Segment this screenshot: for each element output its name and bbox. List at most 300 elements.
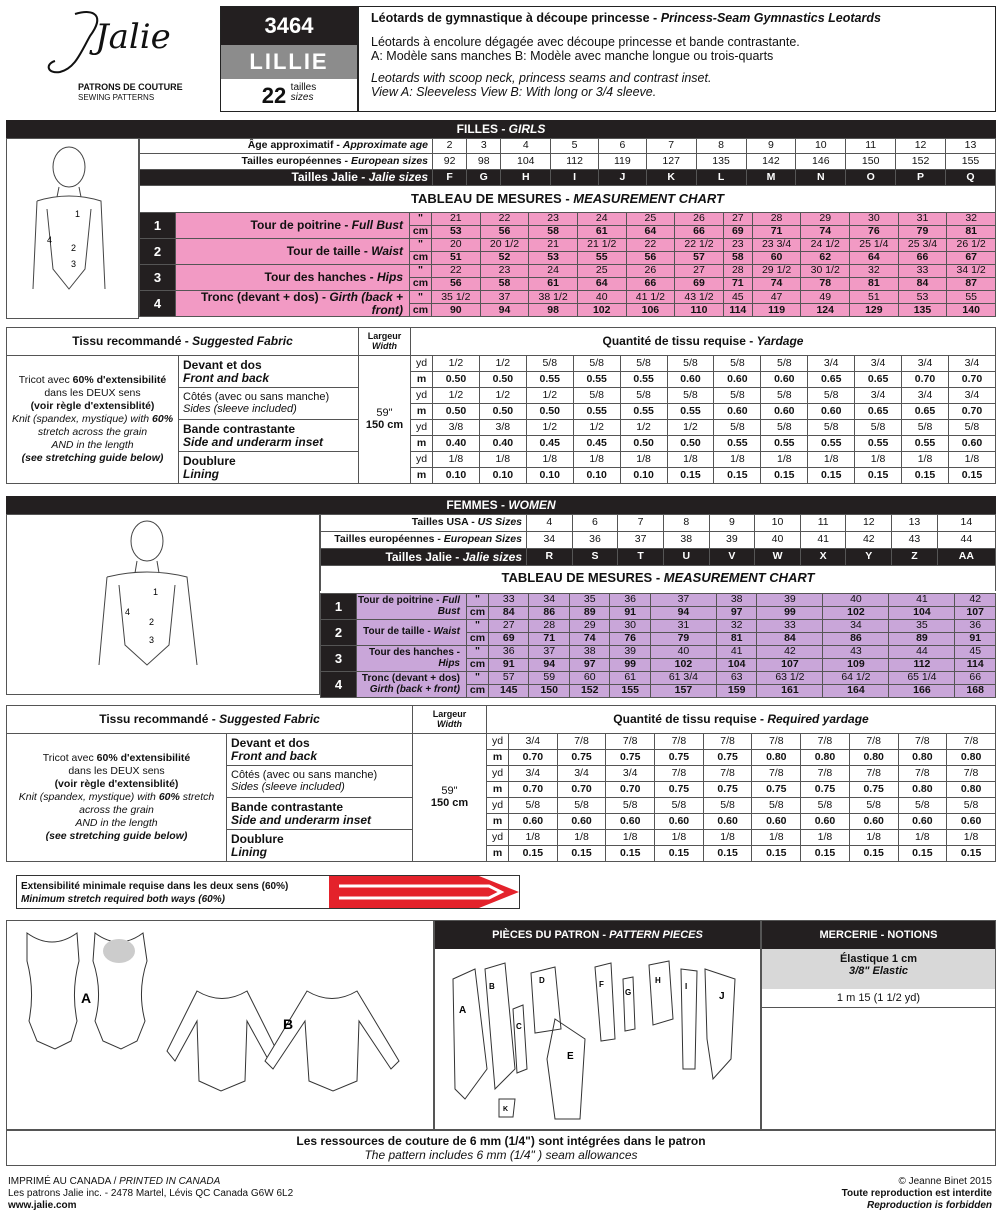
measure-value: 43 (823, 646, 889, 659)
measure-value: 91 (955, 633, 996, 646)
description (358, 6, 996, 112)
measure-value: 43 1/2 (675, 291, 724, 304)
yardage-value: 1/2 (479, 388, 526, 404)
measure-value: 23 (529, 213, 578, 226)
unit-label: m (411, 404, 433, 420)
sizes-fr: tailles (290, 82, 317, 93)
yardage-value: 0.70 (509, 782, 558, 798)
unit-label: yd (411, 452, 433, 468)
notions-head: MERCERIE - NOTIONS (762, 921, 995, 949)
measure-value: 26 1/2 (947, 239, 996, 252)
yardage-value: 1/8 (761, 452, 808, 468)
measure-value: 39 (757, 594, 823, 607)
yardage-value: 1/8 (606, 830, 655, 846)
unit-label: " (467, 620, 489, 633)
yardage-value: 1/8 (433, 452, 480, 468)
fabric-part: Côtés (avec ou sans manche) Sides (sleeve included) (227, 766, 413, 798)
unit-label: cm (467, 685, 489, 698)
fabric-note: Tricot avec 60% d'extensibilité dans les DEUX sens (voir règle d'extensiblité) Knit (spandex, mystique) with 60% stretch across the grain AND in the length (see stretching guide below) (7, 356, 179, 484)
measure-value: 164 (823, 685, 889, 698)
yardage-value: 0.15 (667, 468, 714, 484)
unit-label: " (467, 672, 489, 685)
footer-right (842, 1176, 992, 1212)
web-link[interactable]: www.jalie.com (8, 1200, 77, 1211)
unit-label: m (487, 782, 509, 798)
measure-row (321, 594, 996, 607)
yardage-value: 0.80 (849, 750, 898, 766)
yardage-value: 1/8 (948, 452, 995, 468)
unit-label: cm (467, 607, 489, 620)
yardage-value: 5/8 (620, 388, 667, 404)
unit-label: m (487, 814, 509, 830)
measure-row (140, 213, 996, 226)
yardage-value: 7/8 (849, 734, 898, 750)
yardage-value: 3/8 (433, 420, 480, 436)
us-size-label: Tailles USA - US Sizes (321, 515, 527, 532)
measure-value: 41 (716, 646, 756, 659)
yardage-value: 0.65 (902, 404, 949, 420)
measure-label: Tronc (devant + dos) - Girth (back + front) (176, 291, 410, 317)
measure-value: 22 (432, 265, 481, 278)
measure-value: 47 (752, 291, 801, 304)
yardage-value: 0.80 (801, 750, 850, 766)
yardage-value: 1/2 (620, 420, 667, 436)
yardage-value: 0.65 (808, 372, 855, 388)
measure-value: 112 (889, 659, 955, 672)
view-b-label: B (283, 1016, 294, 1032)
yardage-value: 0.60 (947, 814, 996, 830)
footer-left: IMPRIMÉ AU CANADA / PRINTED IN CANADA Les patrons Jalie inc. - 2478 Martel, Lévis QC Canada G6W 6L2 www.jalie.com (8, 1176, 294, 1211)
unit-label: cm (410, 226, 432, 239)
measure-value: 69 (723, 226, 752, 239)
unit-label: " (410, 239, 432, 252)
yardage-value: 1/8 (855, 452, 902, 468)
measure-label: Tour des hanches - Hips (357, 646, 467, 672)
yardage-value: 1/2 (667, 420, 714, 436)
measure-value: 55 (947, 291, 996, 304)
svg-text:3: 3 (149, 635, 155, 645)
yardage-value: 7/8 (752, 734, 801, 750)
measure-value: 102 (650, 659, 716, 672)
yardage-value: 7/8 (606, 734, 655, 750)
yardage-value: 0.50 (526, 404, 573, 420)
yardage-value: 3/4 (902, 356, 949, 372)
svg-text:G: G (625, 988, 632, 997)
measure-value: 24 1/2 (801, 239, 850, 252)
yardage-value: 7/8 (655, 734, 704, 750)
yardage-value: 0.15 (808, 468, 855, 484)
measure-value: 56 (626, 252, 675, 265)
measure-label: Tour de poitrine - Full Bust (176, 213, 410, 239)
yardage-value: 0.65 (855, 404, 902, 420)
measure-value: 81 (850, 278, 899, 291)
yardage-value: 0.60 (509, 814, 558, 830)
yardage-value: 0.60 (752, 814, 801, 830)
yardage-value: 0.65 (855, 372, 902, 388)
yardage-value: 1/2 (479, 356, 526, 372)
age-label: Âge approximatif - Approximate age (140, 139, 433, 154)
yardage-value: 0.10 (620, 468, 667, 484)
yardage-value: 5/8 (801, 798, 850, 814)
women-figure-sketch (6, 514, 320, 695)
measure-value: 30 (850, 213, 899, 226)
unit-label: cm (467, 633, 489, 646)
fabric-part: Côtés (avec ou sans manche) Sides (sleeve included) (179, 388, 359, 420)
yardage-value: 3/4 (509, 766, 558, 782)
yardage-value: 0.55 (573, 404, 620, 420)
measure-value: 31 (650, 620, 716, 633)
yardage-value: 0.15 (655, 846, 704, 862)
yardage-value: 5/8 (509, 798, 558, 814)
measure-value: 71 (529, 633, 569, 646)
eu-size-label: Tailles européennes - European sizes (140, 154, 433, 170)
yardage-value: 1/8 (808, 452, 855, 468)
yardage-value: 0.15 (761, 468, 808, 484)
unit-label: m (411, 372, 433, 388)
yardage-value: 0.70 (606, 782, 655, 798)
women-eu-size-label: Tailles européennes - European Sizes (321, 532, 527, 549)
yardage-value: 0.15 (509, 846, 558, 862)
yardage-value: 0.15 (714, 468, 761, 484)
yardage-value: 0.70 (509, 750, 558, 766)
yardage-value: 1/8 (801, 830, 850, 846)
yardage-value: 3/4 (557, 766, 606, 782)
measure-value: 74 (801, 226, 850, 239)
measure-value: 34 (529, 594, 569, 607)
width-head: Largeur Width (413, 706, 487, 734)
measure-value: 49 (801, 291, 850, 304)
measure-value: 26 (675, 213, 724, 226)
measure-value: 107 (757, 659, 823, 672)
yardage-value: 0.15 (947, 846, 996, 862)
measure-value: 66 (955, 672, 996, 685)
measure-value: 69 (489, 633, 529, 646)
yardage-value: 0.75 (703, 782, 752, 798)
measure-value: 36 (489, 646, 529, 659)
yardage-value: 5/8 (714, 388, 761, 404)
measure-number: 1 (321, 594, 357, 620)
yardage-value: 3/8 (479, 420, 526, 436)
yardage-value: 0.55 (902, 436, 949, 452)
measure-value: 155 (610, 685, 650, 698)
measure-value: 38 (716, 594, 756, 607)
measure-value: 20 1/2 (480, 239, 529, 252)
measure-value: 94 (650, 607, 716, 620)
yardage-value: 0.60 (557, 814, 606, 830)
measure-value: 25 1/4 (850, 239, 899, 252)
sizes-count-box (221, 79, 357, 111)
yardage-value: 5/8 (667, 388, 714, 404)
measure-value: 29 (569, 620, 609, 633)
measure-value: 84 (489, 607, 529, 620)
woman-figure-icon (7, 515, 319, 694)
jalie-logo-icon (35, 6, 185, 76)
measure-value: 21 (432, 213, 481, 226)
yardage-value: 0.75 (557, 750, 606, 766)
yardage-value: 0.60 (714, 404, 761, 420)
measure-value: 63 1/2 (757, 672, 823, 685)
desc-fr1: Léotards à encolure dégagée avec découpe princesse et bande contrastante. (371, 35, 800, 49)
measure-value: 31 (898, 213, 947, 226)
yardage-value: 0.50 (433, 404, 480, 420)
unit-label: m (487, 750, 509, 766)
measure-value: 66 (626, 278, 675, 291)
seam-note (6, 1130, 996, 1166)
measure-value: 35 1/2 (432, 291, 481, 304)
measure-value: 36 (610, 594, 650, 607)
measure-value: 52 (480, 252, 529, 265)
yardage-value: 1/2 (433, 388, 480, 404)
measure-value: 104 (716, 659, 756, 672)
unit-label: " (467, 646, 489, 659)
measure-value: 94 (480, 304, 529, 317)
yardage-value: 5/8 (947, 798, 996, 814)
yardage-value: 5/8 (714, 420, 761, 436)
yardage-value: 5/8 (573, 388, 620, 404)
unit-label: yd (487, 830, 509, 846)
measure-value: 40 (823, 594, 889, 607)
yardage-value: 1/8 (509, 830, 558, 846)
svg-text:1: 1 (153, 587, 159, 597)
measure-value: 36 (955, 620, 996, 633)
measure-value: 61 (610, 672, 650, 685)
repro-en: Reproduction is forbidden (867, 1200, 992, 1211)
measure-value: 79 (650, 633, 716, 646)
women-size-table: Tailles USA - US Sizes 4 6 7 8 9 10 11 12 13 14 Tailles européennes - European Sizes 34 36 37 38 39 40 41 42 43 44 Tailles Jalie - Jalie sizes R S T U V W X Y Z AA TABLEAU DE MESURES - MEASUREMENT CHART (320, 514, 996, 591)
girls-figure-sketch (6, 138, 139, 319)
measure-value: 23 (723, 239, 752, 252)
measure-value: 81 (716, 633, 756, 646)
measure-value: 32 (850, 265, 899, 278)
measure-value: 69 (675, 278, 724, 291)
yardage-value: 5/8 (667, 356, 714, 372)
measure-value: 106 (626, 304, 675, 317)
measure-row (140, 265, 996, 278)
yardage-value: 7/8 (947, 766, 996, 782)
yardage-value: 0.55 (855, 436, 902, 452)
stretch-en: Minimum stretch required both ways (60%) (21, 894, 225, 905)
measure-value: 99 (610, 659, 650, 672)
yardage-value: 5/8 (761, 388, 808, 404)
address: Les patrons Jalie inc. - 2478 Martel, Lévis QC Canada G6W 6L2 (8, 1188, 294, 1199)
measure-value: 67 (947, 252, 996, 265)
yardage-value: 5/8 (752, 798, 801, 814)
yardage-value: 0.10 (573, 468, 620, 484)
yardage-value: 5/8 (902, 420, 949, 436)
yardage-value: 7/8 (801, 734, 850, 750)
yardage-value: 0.55 (714, 436, 761, 452)
yardage-value: 7/8 (849, 766, 898, 782)
measure-value: 28 (723, 265, 752, 278)
measure-value: 152 (569, 685, 609, 698)
yardage-value: 5/8 (620, 356, 667, 372)
fabric-part: Bande contrastante Side and underarm inset (179, 420, 359, 452)
yardage-value: 7/8 (703, 734, 752, 750)
measure-value: 168 (955, 685, 996, 698)
fabric-head: Tissu recommandé - Suggested Fabric (7, 328, 359, 356)
view-a-label: A (81, 990, 92, 1006)
yardage-value: 0.45 (526, 436, 573, 452)
pattern-pieces-panel (434, 920, 761, 1130)
measure-value: 21 1/2 (577, 239, 626, 252)
unit-label: m (411, 468, 433, 484)
yardage-value: 0.60 (948, 436, 995, 452)
measure-value: 65 1/4 (889, 672, 955, 685)
measure-value: 110 (675, 304, 724, 317)
girls-size-table: Âge approximatif - Approximate age 2 3 4 5 6 7 8 9 10 11 12 13 Tailles européennes - European sizes 92 98 104 112 119 127 135 142 146 150 152 155 Tailles Jalie - Jalie sizes F G H I J K L M N O P Q TABLEAU DE MESURES - MEASUREMENT CHART (139, 138, 996, 212)
women-jalie-size-label: Tailles Jalie - Jalie sizes (321, 549, 527, 566)
yardage-value: 0.70 (948, 404, 995, 420)
measure-value: 30 (610, 620, 650, 633)
measure-value: 29 (801, 213, 850, 226)
measure-value: 79 (898, 226, 947, 239)
yardage-value: 0.55 (573, 372, 620, 388)
measure-label: Tour des hanches - Hips (176, 265, 410, 291)
measure-value: 28 (529, 620, 569, 633)
svg-text:K: K (503, 1106, 509, 1113)
measure-value: 22 (626, 239, 675, 252)
measure-value: 97 (569, 659, 609, 672)
yardage-value: 1/8 (849, 830, 898, 846)
yardage-value: 1/2 (526, 420, 573, 436)
yardage-value: 3/4 (948, 388, 995, 404)
measure-value: 24 (577, 213, 626, 226)
yardage-value: 0.60 (714, 372, 761, 388)
measure-value: 23 (480, 265, 529, 278)
svg-text:J: J (719, 991, 725, 1002)
measure-value: 51 (850, 291, 899, 304)
yardage-value: 5/8 (849, 798, 898, 814)
svg-text:2: 2 (149, 617, 155, 627)
yardage-value: 0.80 (947, 750, 996, 766)
measure-value: 124 (801, 304, 850, 317)
yardage-value: 0.55 (620, 404, 667, 420)
yardage-value: 0.75 (752, 782, 801, 798)
measure-value: 27 (675, 265, 724, 278)
svg-text:A: A (459, 1005, 467, 1016)
measure-value: 102 (823, 607, 889, 620)
measure-value: 38 1/2 (529, 291, 578, 304)
svg-text:B: B (489, 982, 495, 991)
measure-value: 94 (529, 659, 569, 672)
measure-value: 58 (480, 278, 529, 291)
measure-value: 91 (610, 607, 650, 620)
yardage-value: 1/8 (479, 452, 526, 468)
measure-value: 34 (823, 620, 889, 633)
svg-text:F: F (599, 980, 604, 989)
unit-label: " (467, 594, 489, 607)
measure-row (140, 239, 996, 252)
yardage-value: 0.10 (433, 468, 480, 484)
measure-number: 2 (140, 239, 176, 265)
measure-value: 22 1/2 (675, 239, 724, 252)
fabric-width: 59" 150 cm (413, 734, 487, 862)
measure-value: 51 (432, 252, 481, 265)
yardage-value: 0.15 (801, 846, 850, 862)
yardage-value: 0.55 (620, 372, 667, 388)
measure-value: 57 (489, 672, 529, 685)
fabric-row (7, 356, 996, 372)
measure-value: 159 (716, 685, 756, 698)
brand-line1: PATRONS DE COUTURE (78, 82, 183, 92)
measure-label: Tour de taille - Waist (357, 620, 467, 646)
unit-label: " (410, 291, 432, 304)
measure-value: 53 (432, 226, 481, 239)
measure-value: 44 (889, 646, 955, 659)
sizes-count: 22 (261, 83, 287, 108)
measure-value: 86 (823, 633, 889, 646)
yardage-value: 0.15 (849, 846, 898, 862)
svg-text:H: H (655, 976, 661, 985)
measure-label: Tour de poitrine - Full Bust (357, 594, 467, 620)
measure-value: 90 (432, 304, 481, 317)
measure-value: 64 (626, 226, 675, 239)
yardage-value: 5/8 (526, 356, 573, 372)
yardage-value: 5/8 (898, 798, 947, 814)
measure-value: 60 (752, 252, 801, 265)
yardage-value: 0.15 (752, 846, 801, 862)
pattern-pieces-icon (435, 949, 760, 1129)
width-head: Largeur Width (359, 328, 411, 356)
measure-value: 135 (898, 304, 947, 317)
yardage-value: 7/8 (557, 734, 606, 750)
yardage-value: 1/8 (898, 830, 947, 846)
measure-number: 4 (140, 291, 176, 317)
svg-text:E: E (567, 1051, 574, 1062)
yardage-value: 0.15 (703, 846, 752, 862)
pattern-name: LILLIE (221, 45, 357, 79)
brand-line2: SEWING PATTERNS (78, 93, 155, 102)
measure-value: 64 (850, 252, 899, 265)
measure-value: 99 (757, 607, 823, 620)
measure-value: 64 (577, 278, 626, 291)
fabric-row (7, 734, 996, 750)
yardage-value: 1/2 (433, 356, 480, 372)
measure-value: 104 (889, 607, 955, 620)
yardage-value: 1/8 (573, 452, 620, 468)
measure-value: 57 (675, 252, 724, 265)
yardage-value: 1/2 (573, 420, 620, 436)
measure-value: 58 (529, 226, 578, 239)
women-chart-title: TABLEAU DE MESURES - MEASUREMENT CHART (321, 566, 996, 591)
measure-value: 84 (757, 633, 823, 646)
repro-fr: Toute reproduction est interdite (841, 1188, 992, 1199)
measure-value: 35 (569, 594, 609, 607)
unit-label: cm (410, 252, 432, 265)
measure-value: 53 (898, 291, 947, 304)
yardage-value: 1/8 (703, 830, 752, 846)
measure-value: 145 (489, 685, 529, 698)
measure-value: 87 (947, 278, 996, 291)
yardage-value: 0.75 (606, 750, 655, 766)
measure-value: 42 (757, 646, 823, 659)
svg-text:2: 2 (71, 243, 77, 253)
measure-value: 84 (898, 278, 947, 291)
measure-value: 71 (723, 278, 752, 291)
yardage-head: Quantité de tissu requise - Yardage (411, 328, 996, 356)
measure-value: 33 (489, 594, 529, 607)
fabric-part: Devant et dos Front and back (227, 734, 413, 766)
yardage-value: 5/8 (948, 420, 995, 436)
measure-value: 20 (432, 239, 481, 252)
measure-value: 81 (947, 226, 996, 239)
yardage-value: 0.60 (808, 404, 855, 420)
logo (20, 6, 200, 106)
unit-label: cm (410, 304, 432, 317)
measure-label: Tronc (devant + dos) Girth (back + front) (357, 672, 467, 698)
measure-number: 3 (140, 265, 176, 291)
unit-label: cm (467, 659, 489, 672)
